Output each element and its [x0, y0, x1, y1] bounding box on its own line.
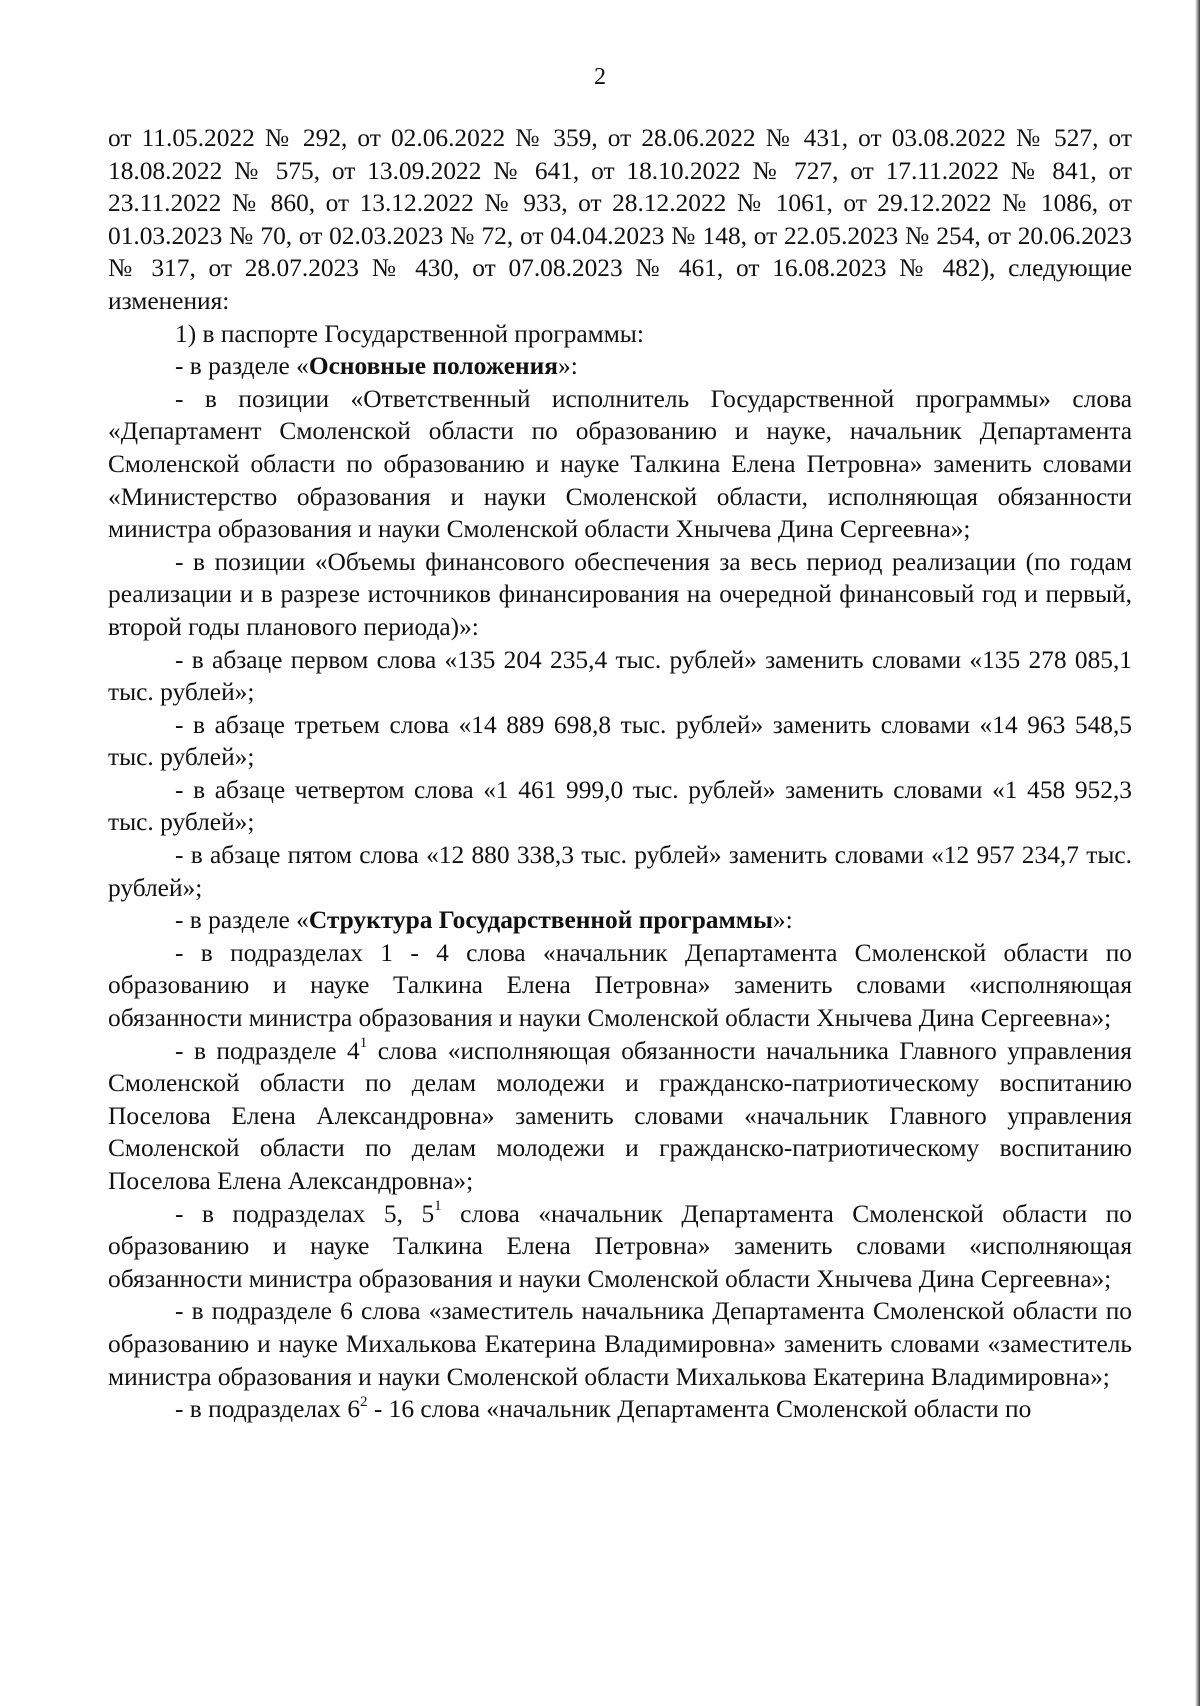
text-fragment: »: — [772, 906, 793, 935]
text-fragment: слова «начальник Департамента Смоленской области по образованию и науке Талкина Елена Петровна» заменить словами «исполняющая обязанности министра образования и науки Смоленской области Хнычева Дина Сергеевна»; — [108, 1199, 1132, 1293]
text-fragment: слова «исполняющая обязанности начальника Главного управления Смоленской области по делам молодежи и гражданско-патриотическому воспитанию Поселова Елена Александровна» заменить словами «начальник Главного управления Смоленской области по делам молодежи и гражданско-патриотическому воспитанию Поселова Елена Александровна»; — [108, 1036, 1132, 1195]
scan-edge-shadow — [1195, 0, 1200, 1706]
paragraph-subsections-5-5-1 — [108, 1198, 1132, 1296]
text-fragment: - в подразделах 5, 5 — [175, 1199, 435, 1228]
paragraph-abzac-5: - в абзаце пятом слова «12 880 338,3 тыс. рублей» заменить словами «12 957 234,7 тыс. рублей»; — [108, 841, 1132, 902]
text-fragment: »: — [558, 352, 578, 381]
text-fragment: - 16 слова «начальник Департамента Смоленской области по — [367, 1395, 1032, 1424]
paragraph-item-1: 1) в паспорте Государственной программы: — [175, 319, 644, 348]
paragraph-subsections-1-4: - в подразделах 1 - 4 слова «начальник Департамента Смоленской области по образованию и науке Талкина Елена Петровна» заменить словами «исполняющая обязанности министра образования и науки Смоленской области Хнычева Дина Сергеевна»; — [108, 938, 1132, 1033]
text-fragment: - в разделе « — [175, 352, 309, 381]
paragraph-subsection-4-1 — [108, 1035, 1132, 1198]
section-title-bold: Структура Государственной программы — [308, 906, 773, 935]
paragraph-abzac-1: - в абзаце первом слова «135 204 235,4 тыс. рублей» заменить словами «135 278 085,1 тыс. рублей»; — [108, 645, 1132, 707]
paragraph-abzac-3: - в абзаце третьем слова «14 889 698,8 тыс. рублей» заменить словами «14 963 548,5 тыс. рублей»; — [108, 710, 1132, 772]
paragraph-abzac-4: - в абзаце четвертом слова «1 461 999,0 тыс. рублей» заменить словами «1 458 952,3 тыс. рублей»; — [108, 775, 1132, 837]
paragraph-amendment-list: от 11.05.2022 № 292, от 02.06.2022 № 359, от 28.06.2022 № 431, от 03.08.2022 № 527, от 18.08.2022 № 575, от 13.09.2022 № 641, от 18.10.2022 № 727, от 17.11.2022 № 841, от 23.11.2022 № 860, от 13.12.2022 № 933, от 28.12.2022 № 1061, от 29.12.2022 № 1086, от 01.03.2023 № 70, от 02.03.2023 № 72, от 04.04.2023 № 148, от 22.05.2023 № 254, от 20.06.2023 № 317, от 28.07.2023 № 430, от 07.08.2023 № 461, от 16.08.2023 № 482), следующие изменения: — [108, 124, 1132, 315]
text-fragment: - в подразделе 4 — [175, 1036, 360, 1065]
page-number: 2 — [594, 64, 606, 90]
superscript: 1 — [434, 1198, 442, 1215]
superscript: 1 — [359, 1035, 368, 1052]
paragraph-subsections-6-2-16 — [108, 1393, 1132, 1426]
paragraph-section-structure — [108, 904, 1132, 937]
paragraph-section-main-provisions — [108, 350, 1132, 383]
text-fragment: - в разделе « — [175, 906, 309, 935]
paragraph-responsible-executor: - в позиции «Ответственный исполнитель Государственной программы» слова «Департамент Смоленской области по образованию и науке, начальник Департамента Смоленской области по образованию и науке Талкина Елена Петровна» заменить словами «Министерство образования и науки Смоленской области, исполняющая обязанности министра образования и науки Смоленской области Хнычева Дина Сергеевна»; — [108, 384, 1132, 544]
superscript: 2 — [360, 1393, 368, 1410]
section-title-bold: Основные положения — [308, 352, 558, 381]
text-fragment: - в подразделах 6 — [175, 1395, 361, 1424]
paragraph-financing-volumes: - в позиции «Объемы финансового обеспечения за весь период реализации (по годам реализации и в разрезе источников финансирования на очередной финансовый год и первый, второй годы планового периода)»: — [108, 547, 1132, 641]
document-body — [108, 122, 1132, 1426]
paragraph-subsection-6: - в подразделе 6 слова «заместитель начальника Департамента Смоленской области по образованию и науке Михалькова Екатерина Владимировна» заменить словами «заместитель министра образования и науки Смоленской области Михалькова Екатерина Владимировна»; — [108, 1297, 1132, 1391]
